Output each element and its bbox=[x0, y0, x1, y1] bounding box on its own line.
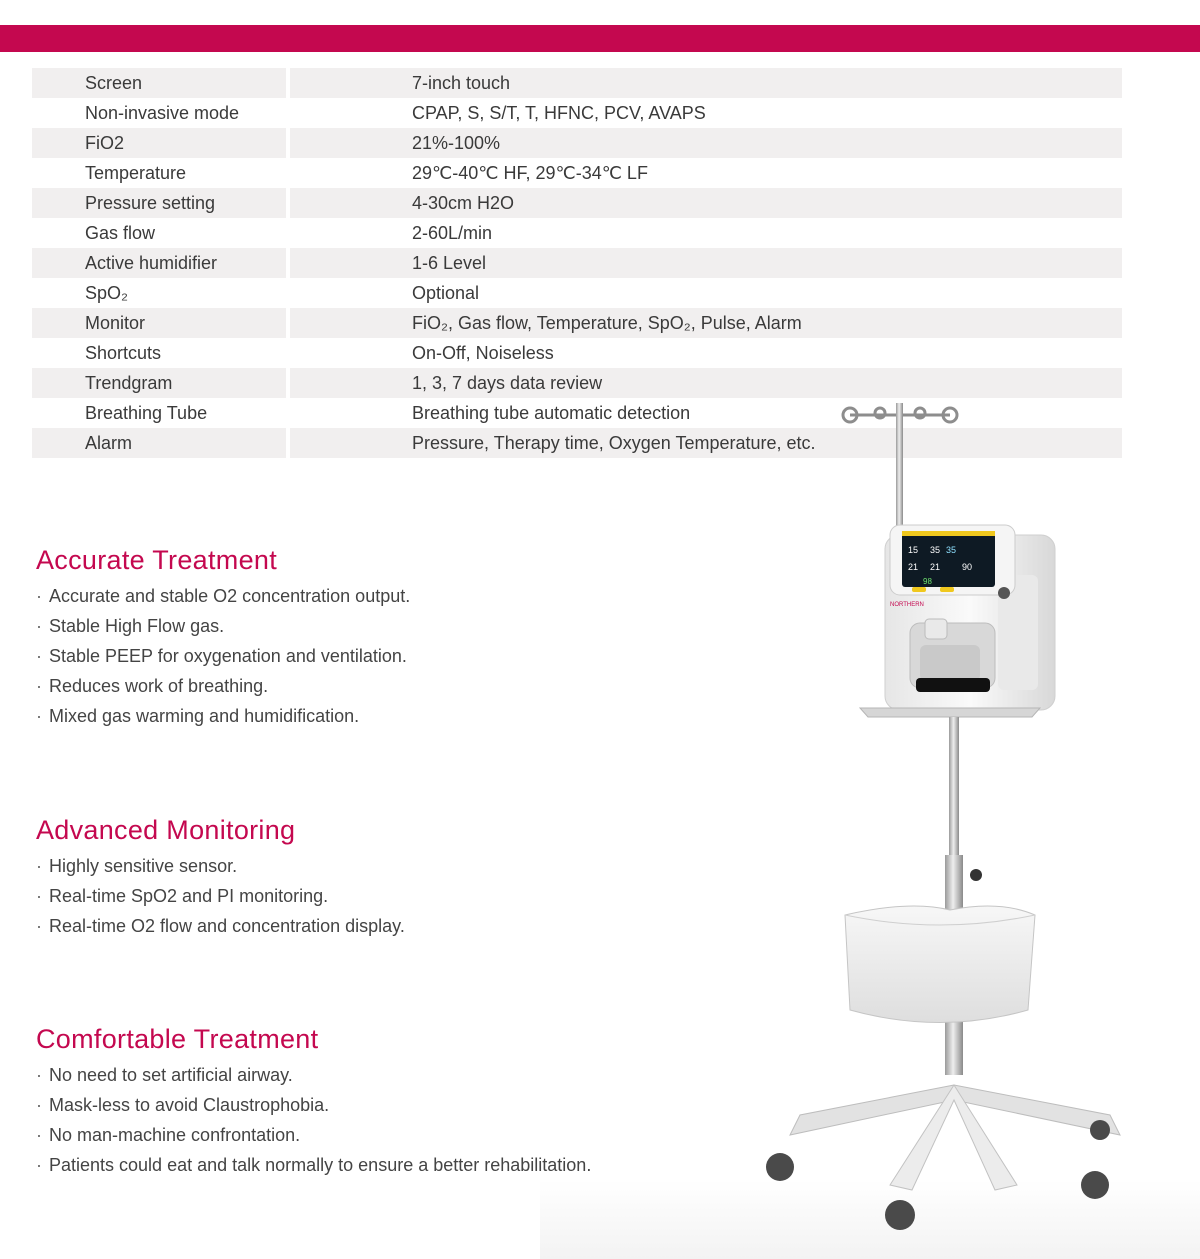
spec-value: CPAP, S, S/T, T, HFNC, PCV, AVAPS bbox=[412, 103, 706, 123]
screen-readout: 21 bbox=[908, 562, 919, 572]
spec-label: Trendgram bbox=[32, 368, 286, 398]
screen-readout: 15 bbox=[908, 545, 919, 555]
bullet-dot-icon: · bbox=[36, 916, 42, 936]
spec-label: Shortcuts bbox=[85, 343, 162, 363]
spec-value: On-Off, Noiseless bbox=[412, 343, 554, 363]
screen-readout: 35 bbox=[930, 545, 941, 555]
top-accent-band bbox=[0, 25, 1200, 52]
spec-row bbox=[32, 98, 1122, 128]
spec-value: 1, 3, 7 days data review bbox=[290, 368, 1122, 398]
spec-value: 4-30cm H2O bbox=[290, 188, 1122, 218]
spec-row bbox=[32, 308, 1122, 338]
spec-row bbox=[32, 158, 1122, 188]
bullet-item bbox=[36, 671, 410, 701]
bullet-dot-icon: · bbox=[36, 646, 42, 666]
section-accurate-treatment bbox=[36, 543, 410, 731]
spec-label: Gas flow bbox=[85, 223, 156, 243]
spec-label: SpO₂ bbox=[85, 283, 129, 303]
spec-value: 7-inch touch bbox=[290, 68, 1122, 98]
section-title: Accurate Treatment bbox=[36, 545, 278, 575]
section-title: Advanced Monitoring bbox=[36, 815, 296, 845]
spec-value: 1-6 Level bbox=[290, 248, 1122, 278]
bullet-text: Mixed gas warming and humidification. bbox=[49, 706, 360, 726]
bullet-text: Patients could eat and talk normally to ensure a better rehabilitation. bbox=[49, 1155, 592, 1175]
caster-wheel-icon bbox=[766, 1120, 1110, 1230]
spec-value: Optional bbox=[412, 283, 480, 303]
bullet-item bbox=[36, 851, 405, 881]
bullet-dot-icon: · bbox=[36, 856, 42, 876]
bullet-text: No need to set artificial airway. bbox=[49, 1065, 293, 1085]
bullet-dot-icon: · bbox=[36, 676, 42, 696]
spec-row bbox=[32, 368, 1122, 398]
bullet-list bbox=[36, 581, 410, 731]
bullet-text: Mask-less to avoid Claustrophobia. bbox=[49, 1095, 330, 1115]
spec-label: Active humidifier bbox=[32, 248, 286, 278]
section-advanced-monitoring bbox=[36, 813, 405, 941]
spec-row bbox=[32, 68, 1122, 98]
spec-label: Monitor bbox=[32, 308, 286, 338]
spec-value: Pressure, Therapy time, Oxygen Temperature, etc. bbox=[290, 428, 1122, 458]
bullet-text: Reduces work of breathing. bbox=[49, 676, 269, 696]
spec-row bbox=[32, 128, 1122, 158]
bullet-item bbox=[36, 881, 405, 911]
bullet-dot-icon: · bbox=[36, 616, 42, 636]
bullet-item bbox=[36, 641, 410, 671]
bullet-text: Stable PEEP for oxygenation and ventilation. bbox=[49, 646, 407, 666]
bullet-text: Accurate and stable O2 concentration output. bbox=[49, 586, 411, 606]
bullet-item bbox=[36, 1060, 591, 1090]
bullet-item bbox=[36, 581, 410, 611]
spec-row bbox=[32, 248, 1122, 278]
spec-row bbox=[32, 188, 1122, 218]
spec-value: 29℃-40℃ HF, 29℃-34℃ LF bbox=[412, 163, 648, 183]
bullet-text: Real-time O2 flow and concentration display. bbox=[49, 916, 405, 936]
bullet-dot-icon: · bbox=[36, 1095, 42, 1115]
brand-logo: NORTHERN bbox=[890, 602, 924, 608]
screen-readout: 90 bbox=[962, 562, 973, 572]
section-comfortable-treatment bbox=[36, 1022, 591, 1180]
screen-readout: 21 bbox=[930, 562, 941, 572]
bullet-dot-icon: · bbox=[36, 1155, 42, 1175]
bullet-dot-icon: · bbox=[36, 886, 42, 906]
bullet-text: No man-machine confrontation. bbox=[49, 1125, 301, 1145]
bullet-item bbox=[36, 1090, 591, 1120]
spec-label: Pressure setting bbox=[32, 188, 286, 218]
spec-label: FiO2 bbox=[32, 128, 286, 158]
spec-label: Breathing Tube bbox=[85, 403, 208, 423]
bullet-text: Highly sensitive sensor. bbox=[49, 856, 238, 876]
spec-label: Non-invasive mode bbox=[85, 103, 240, 123]
spec-row bbox=[32, 338, 1122, 368]
bullet-text: Real-time SpO2 and PI monitoring. bbox=[49, 886, 329, 906]
screen-readout: 35 bbox=[946, 545, 957, 555]
ventilator-on-stand-image bbox=[740, 395, 1160, 1235]
bullet-item bbox=[36, 611, 410, 641]
bullet-item bbox=[36, 701, 410, 731]
spec-row bbox=[32, 218, 1122, 248]
spec-label: Temperature bbox=[85, 163, 187, 183]
spec-value: 2-60L/min bbox=[412, 223, 493, 243]
bullet-dot-icon: · bbox=[36, 706, 42, 726]
spec-label: Screen bbox=[32, 68, 286, 98]
bullet-dot-icon: · bbox=[36, 1065, 42, 1085]
spec-value: FiO₂, Gas flow, Temperature, SpO₂, Pulse, Alarm bbox=[290, 308, 1122, 338]
section-title: Comfortable Treatment bbox=[36, 1024, 319, 1054]
spec-value: Breathing tube automatic detection bbox=[412, 403, 691, 423]
spec-row bbox=[32, 278, 1122, 308]
spec-value: 21%-100% bbox=[290, 128, 1122, 158]
bullet-list bbox=[36, 851, 405, 941]
screen-readout: 98 bbox=[923, 577, 932, 586]
bullet-item bbox=[36, 1120, 591, 1150]
bullet-text: Stable High Flow gas. bbox=[49, 616, 225, 636]
bullet-item bbox=[36, 911, 405, 941]
spec-label: Alarm bbox=[32, 428, 286, 458]
bullet-list bbox=[36, 1060, 591, 1180]
bullet-item bbox=[36, 1150, 591, 1180]
bullet-dot-icon: · bbox=[36, 586, 42, 606]
bullet-dot-icon: · bbox=[36, 1125, 42, 1145]
